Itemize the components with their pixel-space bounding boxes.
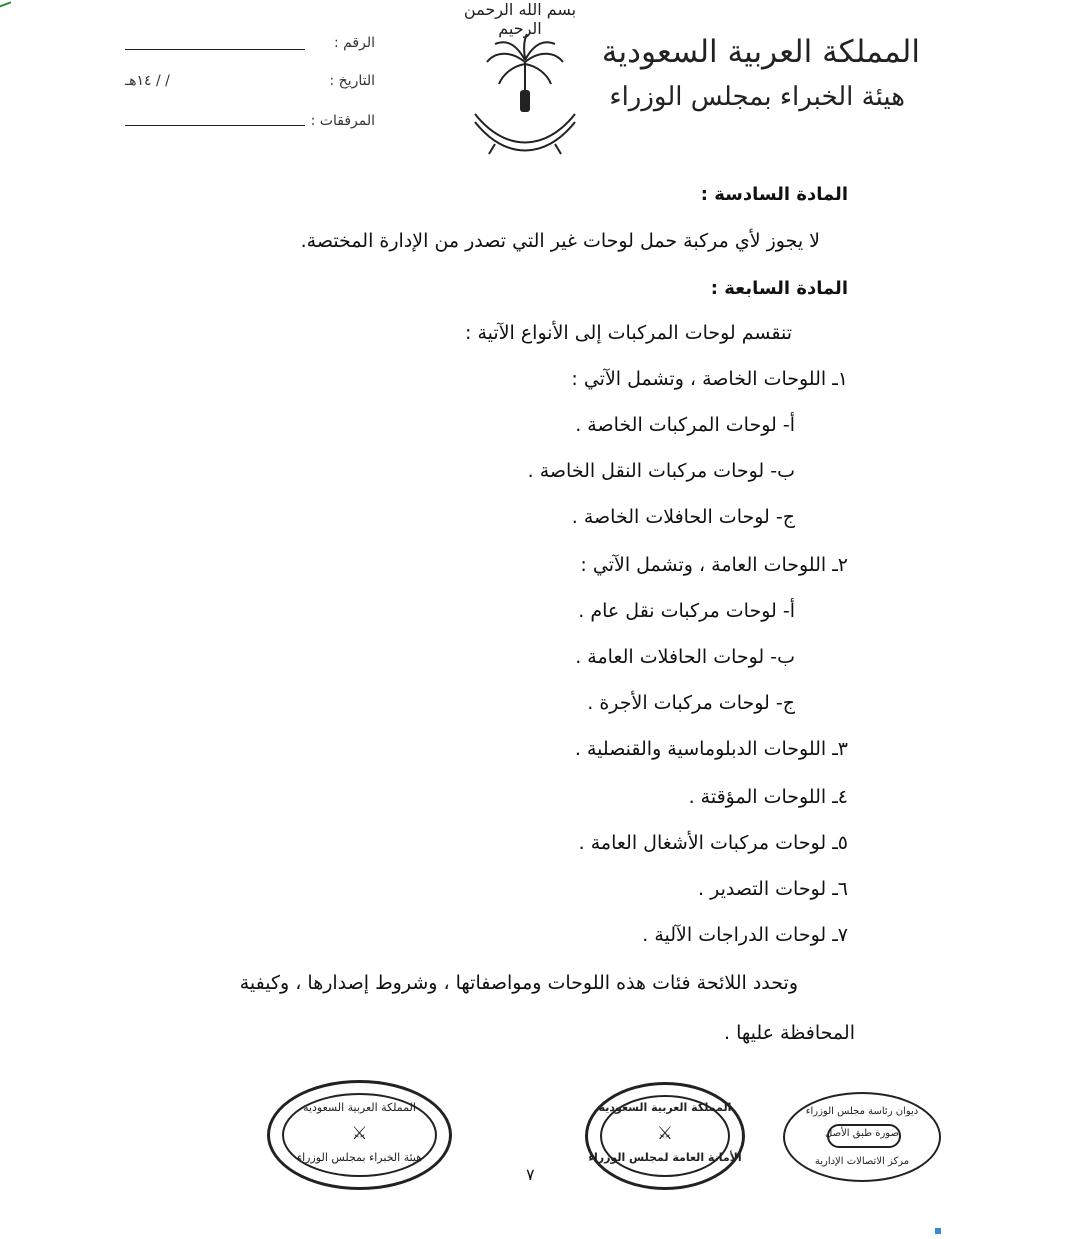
ref-label: الرقم :	[333, 35, 375, 51]
palm-swords-emblem	[465, 32, 585, 162]
seal-text-bottom: الأمانة العامة لمجلس الوزراء	[588, 1151, 742, 1164]
attachments-field	[125, 113, 375, 137]
seal-text-top: المملكة العربية السعودية	[303, 1101, 416, 1114]
list-item: ٤ـ اللوحات المؤقتة .	[688, 786, 848, 808]
date-field	[125, 73, 375, 97]
list-item: ٦ـ لوحات التصدير .	[698, 878, 848, 900]
article6-text: لا يجوز لأي مركبة حمل لوحات غير التي تصدر من الإدارة المختصة.	[300, 230, 820, 252]
ref-field	[125, 35, 375, 59]
article7-title: المادة السابعة :	[710, 278, 848, 299]
article7-closing-line2: المحافظة عليها .	[724, 1022, 855, 1044]
article6-title: المادة السادسة :	[700, 184, 848, 205]
seal-text-top: المملكة العربية السعودية	[598, 1101, 732, 1114]
list-item: ٥ـ لوحات مركبات الأشغال العامة .	[578, 832, 848, 854]
basmala: بسم الله الرحمن الرحيم	[463, 0, 577, 38]
list-item: ٢ـ اللوحات العامة ، وتشمل الآتي :	[580, 554, 848, 576]
seal-text-bottom: هيئة الخبراء بمجلس الوزراء	[296, 1151, 423, 1164]
scan-mark	[935, 1228, 941, 1234]
article7-intro: تنقسم لوحات المركبات إلى الأنواع الآتية :	[465, 322, 792, 344]
list-item: ب- لوحات مركبات النقل الخاصة .	[527, 460, 795, 482]
page-number: ٧	[526, 1165, 535, 1184]
org-name-line2: هيئة الخبراء بمجلس الوزراء	[609, 82, 905, 112]
experts-commission-seal	[267, 1080, 452, 1190]
list-item: أ- لوحات مركبات نقل عام .	[578, 600, 795, 622]
list-item: ٧ـ لوحات الدراجات الآلية .	[642, 924, 848, 946]
seal-emblem-icon: ⚔	[351, 1123, 368, 1144]
list-item: أ- لوحات المركبات الخاصة .	[575, 414, 795, 436]
ref-line	[125, 49, 305, 50]
list-item: ب- لوحات الحافلات العامة .	[575, 646, 795, 668]
article7-closing-line1: وتحدد اللائحة فئات هذه اللوحات ومواصفاتها ، وشروط إصدارها ، وكيفية	[239, 972, 798, 994]
list-item: ٣ـ اللوحات الدبلوماسية والقنصلية .	[574, 738, 848, 760]
date-value: / / ١٤هـ	[125, 73, 170, 89]
true-copy-seal	[783, 1092, 941, 1182]
date-label: التاريخ :	[329, 73, 375, 89]
list-item: ج- لوحات مركبات الأجرة .	[587, 692, 795, 714]
seal-text-bottom: مركز الاتصالات الإدارية	[814, 1156, 910, 1167]
attachments-line	[125, 125, 305, 126]
attachments-label: المرفقات :	[310, 113, 375, 129]
corner-mark	[0, 0, 11, 8]
list-item: ١ـ اللوحات الخاصة ، وتشمل الآتي :	[571, 368, 848, 390]
org-name-line1: المملكة العربية السعودية	[601, 34, 920, 70]
general-secretariat-seal	[585, 1082, 745, 1190]
seal-emblem-icon: ⚔	[656, 1123, 674, 1144]
list-item: ج- لوحات الحافلات الخاصة .	[571, 506, 795, 528]
seal-text-top: ديوان رئاسة مجلس الوزراء	[805, 1106, 919, 1117]
seal-text-mid: صورة طبق الأصل	[825, 1128, 899, 1139]
